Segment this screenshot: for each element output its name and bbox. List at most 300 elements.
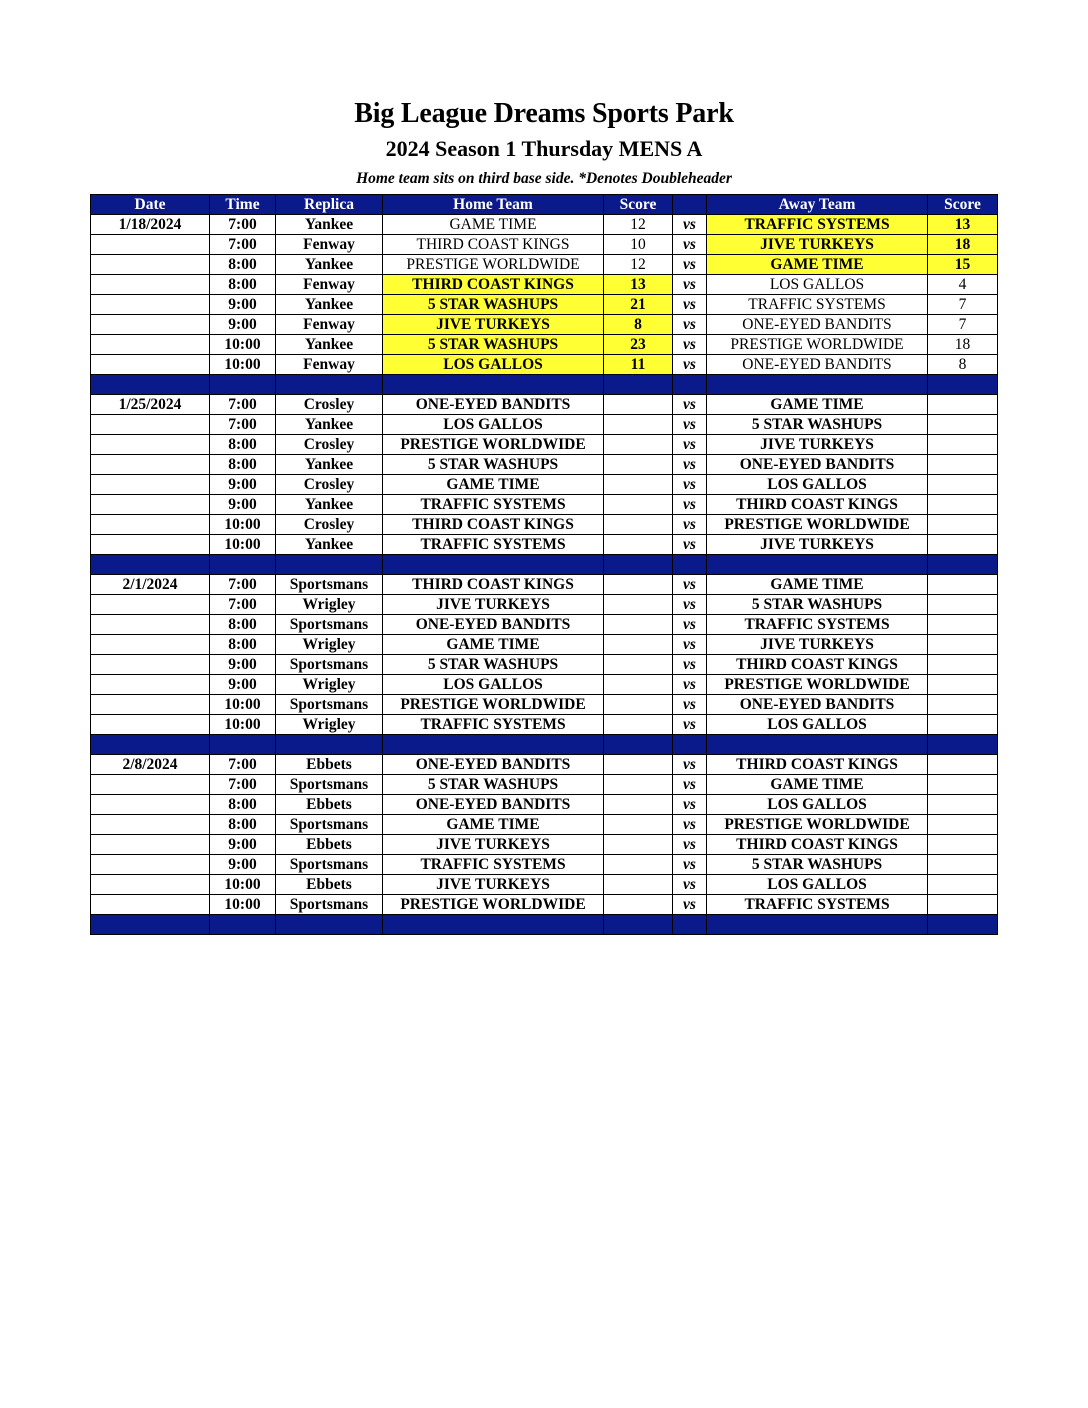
game-date-empty	[91, 315, 210, 335]
game-time: 9:00	[210, 495, 276, 515]
game-replica: Yankee	[276, 255, 383, 275]
schedule-table	[90, 194, 998, 935]
game-date-empty	[91, 415, 210, 435]
away-score: 7	[928, 295, 998, 315]
game-time: 9:00	[210, 315, 276, 335]
game-replica: Wrigley	[276, 635, 383, 655]
game-time: 7:00	[210, 395, 276, 415]
home-team: GAME TIME	[383, 815, 604, 835]
game-date-empty	[91, 615, 210, 635]
separator-cell	[928, 555, 998, 575]
away-score: 15	[928, 255, 998, 275]
away-team: JIVE TURKEYS	[707, 235, 928, 255]
away-score: 8	[928, 355, 998, 375]
game-time: 7:00	[210, 775, 276, 795]
away-score	[928, 575, 998, 595]
game-date-empty	[91, 675, 210, 695]
away-team: THIRD COAST KINGS	[707, 755, 928, 775]
vs-label: vs	[673, 475, 707, 495]
home-score: 13	[604, 275, 673, 295]
schedule-note: Home team sits on third base side. *Denotes Doubleheader	[356, 170, 732, 187]
page-subtitle: 2024 Season 1 Thursday MENS A	[385, 136, 703, 161]
game-time: 10:00	[210, 895, 276, 915]
separator-cell	[91, 375, 210, 395]
away-team: LOS GALLOS	[707, 715, 928, 735]
col-header-replica: Replica	[276, 195, 383, 215]
home-team: TRAFFIC SYSTEMS	[383, 495, 604, 515]
game-time: 7:00	[210, 235, 276, 255]
away-team: PRESTIGE WORLDWIDE	[707, 335, 928, 355]
home-team: JIVE TURKEYS	[383, 835, 604, 855]
home-score	[604, 655, 673, 675]
vs-label: vs	[673, 775, 707, 795]
table-row	[91, 755, 998, 775]
home-score	[604, 475, 673, 495]
away-team: PRESTIGE WORLDWIDE	[707, 815, 928, 835]
home-score	[604, 755, 673, 775]
table-row	[91, 855, 998, 875]
away-score	[928, 775, 998, 795]
table-row	[91, 295, 998, 315]
game-date-empty	[91, 815, 210, 835]
game-replica: Fenway	[276, 275, 383, 295]
game-date-empty	[91, 875, 210, 895]
vs-label: vs	[673, 355, 707, 375]
table-row	[91, 795, 998, 815]
home-team: LOS GALLOS	[383, 675, 604, 695]
away-score	[928, 875, 998, 895]
away-score	[928, 655, 998, 675]
away-team: ONE-EYED BANDITS	[707, 455, 928, 475]
game-replica: Crosley	[276, 395, 383, 415]
table-row	[91, 435, 998, 455]
home-team: ONE-EYED BANDITS	[383, 795, 604, 815]
home-team: PRESTIGE WORLDWIDE	[383, 435, 604, 455]
game-time: 8:00	[210, 815, 276, 835]
vs-label: vs	[673, 535, 707, 555]
away-team: TRAFFIC SYSTEMS	[707, 895, 928, 915]
game-time: 8:00	[210, 255, 276, 275]
table-row	[91, 775, 998, 795]
game-replica: Sportsmans	[276, 575, 383, 595]
game-time: 7:00	[210, 755, 276, 775]
away-score	[928, 715, 998, 735]
game-date-empty	[91, 355, 210, 375]
vs-label: vs	[673, 395, 707, 415]
table-row	[91, 335, 998, 355]
table-row	[91, 635, 998, 655]
game-replica: Fenway	[276, 355, 383, 375]
separator-cell	[673, 375, 707, 395]
game-time: 9:00	[210, 835, 276, 855]
home-team: 5 STAR WASHUPS	[383, 655, 604, 675]
vs-label: vs	[673, 675, 707, 695]
home-team: GAME TIME	[383, 475, 604, 495]
game-time: 7:00	[210, 215, 276, 235]
away-score	[928, 855, 998, 875]
vs-label: vs	[673, 615, 707, 635]
home-score	[604, 695, 673, 715]
separator-cell	[673, 915, 707, 935]
game-replica: Yankee	[276, 455, 383, 475]
vs-label: vs	[673, 595, 707, 615]
game-time: 10:00	[210, 535, 276, 555]
game-time: 10:00	[210, 715, 276, 735]
game-date-empty	[91, 235, 210, 255]
separator-cell	[928, 915, 998, 935]
game-time: 10:00	[210, 355, 276, 375]
vs-label: vs	[673, 495, 707, 515]
separator-cell	[707, 915, 928, 935]
away-team: TRAFFIC SYSTEMS	[707, 295, 928, 315]
away-score	[928, 395, 998, 415]
table-row	[91, 235, 998, 255]
vs-label: vs	[673, 295, 707, 315]
vs-label: vs	[673, 875, 707, 895]
home-team: ONE-EYED BANDITS	[383, 615, 604, 635]
game-date-empty	[91, 275, 210, 295]
away-team: LOS GALLOS	[707, 795, 928, 815]
table-row	[91, 535, 998, 555]
game-time: 8:00	[210, 275, 276, 295]
table-row	[91, 715, 998, 735]
game-date: 2/1/2024	[91, 575, 210, 595]
separator-cell	[604, 555, 673, 575]
separator-cell	[210, 915, 276, 935]
away-team: 5 STAR WASHUPS	[707, 855, 928, 875]
away-team: LOS GALLOS	[707, 475, 928, 495]
vs-label: vs	[673, 715, 707, 735]
game-time: 9:00	[210, 475, 276, 495]
home-score	[604, 635, 673, 655]
game-date-empty	[91, 855, 210, 875]
game-date-empty	[91, 895, 210, 915]
away-score	[928, 615, 998, 635]
home-team: ONE-EYED BANDITS	[383, 755, 604, 775]
game-date-empty	[91, 655, 210, 675]
vs-label: vs	[673, 635, 707, 655]
separator-cell	[707, 735, 928, 755]
game-time: 8:00	[210, 795, 276, 815]
home-team: ONE-EYED BANDITS	[383, 395, 604, 415]
game-replica: Sportsmans	[276, 895, 383, 915]
separator-cell	[91, 555, 210, 575]
home-score	[604, 855, 673, 875]
away-score	[928, 435, 998, 455]
table-row	[91, 815, 998, 835]
col-header-vs	[673, 195, 707, 215]
game-date-empty	[91, 775, 210, 795]
game-date: 1/18/2024	[91, 215, 210, 235]
col-header-time: Time	[210, 195, 276, 215]
separator-cell	[276, 735, 383, 755]
away-team: GAME TIME	[707, 775, 928, 795]
home-score	[604, 795, 673, 815]
separator-cell	[210, 375, 276, 395]
table-row	[91, 595, 998, 615]
game-time: 8:00	[210, 435, 276, 455]
away-score	[928, 495, 998, 515]
game-time: 9:00	[210, 855, 276, 875]
game-replica: Crosley	[276, 475, 383, 495]
home-team: TRAFFIC SYSTEMS	[383, 715, 604, 735]
vs-label: vs	[673, 655, 707, 675]
table-row	[91, 275, 998, 295]
away-team: THIRD COAST KINGS	[707, 835, 928, 855]
home-score	[604, 535, 673, 555]
game-date-empty	[91, 635, 210, 655]
away-team: ONE-EYED BANDITS	[707, 695, 928, 715]
away-score: 4	[928, 275, 998, 295]
home-score: 21	[604, 295, 673, 315]
away-score	[928, 455, 998, 475]
away-team: LOS GALLOS	[707, 275, 928, 295]
game-replica: Fenway	[276, 235, 383, 255]
vs-label: vs	[673, 515, 707, 535]
game-time: 8:00	[210, 635, 276, 655]
away-team: GAME TIME	[707, 255, 928, 275]
game-time: 7:00	[210, 415, 276, 435]
home-team: TRAFFIC SYSTEMS	[383, 535, 604, 555]
home-score: 10	[604, 235, 673, 255]
game-time: 8:00	[210, 455, 276, 475]
game-replica: Ebbets	[276, 835, 383, 855]
separator-cell	[707, 375, 928, 395]
vs-label: vs	[673, 435, 707, 455]
home-score: 11	[604, 355, 673, 375]
vs-label: vs	[673, 415, 707, 435]
separator-cell	[91, 735, 210, 755]
game-date-empty	[91, 335, 210, 355]
separator-cell	[276, 555, 383, 575]
away-score	[928, 475, 998, 495]
game-replica: Yankee	[276, 215, 383, 235]
col-header-home-score: Score	[604, 195, 673, 215]
separator-cell	[383, 375, 604, 395]
game-time: 10:00	[210, 875, 276, 895]
table-row	[91, 835, 998, 855]
game-date-empty	[91, 535, 210, 555]
week-separator-row	[91, 555, 998, 575]
game-date-empty	[91, 835, 210, 855]
home-team: PRESTIGE WORLDWIDE	[383, 255, 604, 275]
home-team: GAME TIME	[383, 215, 604, 235]
vs-label: vs	[673, 455, 707, 475]
game-replica: Wrigley	[276, 595, 383, 615]
away-team: GAME TIME	[707, 395, 928, 415]
home-team: THIRD COAST KINGS	[383, 515, 604, 535]
col-header-date: Date	[91, 195, 210, 215]
separator-cell	[604, 375, 673, 395]
game-date: 2/8/2024	[91, 755, 210, 775]
table-header-row	[91, 195, 998, 215]
vs-label: vs	[673, 575, 707, 595]
home-team: THIRD COAST KINGS	[383, 235, 604, 255]
game-replica: Wrigley	[276, 715, 383, 735]
away-team: TRAFFIC SYSTEMS	[707, 615, 928, 635]
week-separator-row	[91, 735, 998, 755]
away-team: 5 STAR WASHUPS	[707, 595, 928, 615]
week-separator-row	[91, 915, 998, 935]
table-row	[91, 475, 998, 495]
game-replica: Sportsmans	[276, 775, 383, 795]
separator-cell	[276, 915, 383, 935]
game-time: 10:00	[210, 515, 276, 535]
separator-cell	[276, 375, 383, 395]
game-replica: Crosley	[276, 515, 383, 535]
game-replica: Yankee	[276, 335, 383, 355]
separator-cell	[673, 735, 707, 755]
home-team: GAME TIME	[383, 635, 604, 655]
game-date-empty	[91, 435, 210, 455]
game-date-empty	[91, 255, 210, 275]
game-replica: Sportsmans	[276, 615, 383, 635]
game-replica: Yankee	[276, 495, 383, 515]
away-score: 13	[928, 215, 998, 235]
away-score	[928, 895, 998, 915]
home-score	[604, 835, 673, 855]
away-score	[928, 515, 998, 535]
game-replica: Ebbets	[276, 755, 383, 775]
away-score	[928, 415, 998, 435]
home-team: TRAFFIC SYSTEMS	[383, 855, 604, 875]
away-score: 7	[928, 315, 998, 335]
game-date-empty	[91, 795, 210, 815]
game-time: 9:00	[210, 655, 276, 675]
away-score	[928, 695, 998, 715]
table-row	[91, 515, 998, 535]
game-replica: Yankee	[276, 415, 383, 435]
game-replica: Sportsmans	[276, 855, 383, 875]
schedule-body	[91, 215, 998, 935]
away-score	[928, 635, 998, 655]
away-score	[928, 815, 998, 835]
game-date-empty	[91, 495, 210, 515]
table-row	[91, 415, 998, 435]
game-time: 7:00	[210, 595, 276, 615]
separator-cell	[210, 735, 276, 755]
home-score	[604, 595, 673, 615]
home-score	[604, 415, 673, 435]
vs-label: vs	[673, 235, 707, 255]
separator-cell	[383, 915, 604, 935]
game-time: 10:00	[210, 335, 276, 355]
home-score	[604, 675, 673, 695]
separator-cell	[383, 555, 604, 575]
separator-cell	[928, 375, 998, 395]
away-team: 5 STAR WASHUPS	[707, 415, 928, 435]
table-row	[91, 455, 998, 475]
away-team: JIVE TURKEYS	[707, 435, 928, 455]
game-replica: Fenway	[276, 315, 383, 335]
game-replica: Crosley	[276, 435, 383, 455]
away-team: ONE-EYED BANDITS	[707, 315, 928, 335]
home-team: 5 STAR WASHUPS	[383, 455, 604, 475]
table-row	[91, 495, 998, 515]
page-title: Big League Dreams Sports Park	[354, 98, 734, 129]
home-team: PRESTIGE WORLDWIDE	[383, 895, 604, 915]
vs-label: vs	[673, 255, 707, 275]
home-score	[604, 575, 673, 595]
home-team: PRESTIGE WORLDWIDE	[383, 695, 604, 715]
vs-label: vs	[673, 815, 707, 835]
home-score	[604, 455, 673, 475]
home-team: JIVE TURKEYS	[383, 875, 604, 895]
away-team: LOS GALLOS	[707, 875, 928, 895]
table-row	[91, 615, 998, 635]
home-score: 12	[604, 215, 673, 235]
away-team: THIRD COAST KINGS	[707, 655, 928, 675]
home-team: JIVE TURKEYS	[383, 595, 604, 615]
vs-label: vs	[673, 835, 707, 855]
game-date-empty	[91, 715, 210, 735]
away-team: TRAFFIC SYSTEMS	[707, 215, 928, 235]
game-replica: Ebbets	[276, 795, 383, 815]
table-row	[91, 255, 998, 275]
home-team: THIRD COAST KINGS	[383, 575, 604, 595]
home-team: LOS GALLOS	[383, 355, 604, 375]
game-date: 1/25/2024	[91, 395, 210, 415]
home-score: 8	[604, 315, 673, 335]
separator-cell	[604, 915, 673, 935]
col-header-away-score: Score	[928, 195, 998, 215]
table-row	[91, 655, 998, 675]
game-replica: Wrigley	[276, 675, 383, 695]
home-team: 5 STAR WASHUPS	[383, 295, 604, 315]
table-row	[91, 395, 998, 415]
game-date-empty	[91, 695, 210, 715]
game-replica: Sportsmans	[276, 815, 383, 835]
vs-label: vs	[673, 855, 707, 875]
away-team: ONE-EYED BANDITS	[707, 355, 928, 375]
vs-label: vs	[673, 695, 707, 715]
game-replica: Yankee	[276, 295, 383, 315]
game-replica: Ebbets	[276, 875, 383, 895]
col-header-away-team: Away Team	[707, 195, 928, 215]
game-time: 7:00	[210, 575, 276, 595]
away-team: THIRD COAST KINGS	[707, 495, 928, 515]
away-score	[928, 595, 998, 615]
separator-cell	[928, 735, 998, 755]
vs-label: vs	[673, 315, 707, 335]
separator-cell	[91, 915, 210, 935]
home-score	[604, 615, 673, 635]
home-score	[604, 815, 673, 835]
home-score	[604, 515, 673, 535]
home-score	[604, 875, 673, 895]
separator-cell	[707, 555, 928, 575]
home-score	[604, 395, 673, 415]
home-team: JIVE TURKEYS	[383, 315, 604, 335]
away-score	[928, 675, 998, 695]
home-score	[604, 775, 673, 795]
away-score	[928, 755, 998, 775]
separator-cell	[383, 735, 604, 755]
vs-label: vs	[673, 895, 707, 915]
col-header-home-team: Home Team	[383, 195, 604, 215]
game-date-empty	[91, 475, 210, 495]
game-date-empty	[91, 295, 210, 315]
home-score	[604, 435, 673, 455]
game-date-empty	[91, 515, 210, 535]
separator-cell	[673, 555, 707, 575]
home-team: THIRD COAST KINGS	[383, 275, 604, 295]
vs-label: vs	[673, 275, 707, 295]
away-team: JIVE TURKEYS	[707, 635, 928, 655]
game-time: 10:00	[210, 695, 276, 715]
vs-label: vs	[673, 755, 707, 775]
away-team: JIVE TURKEYS	[707, 535, 928, 555]
